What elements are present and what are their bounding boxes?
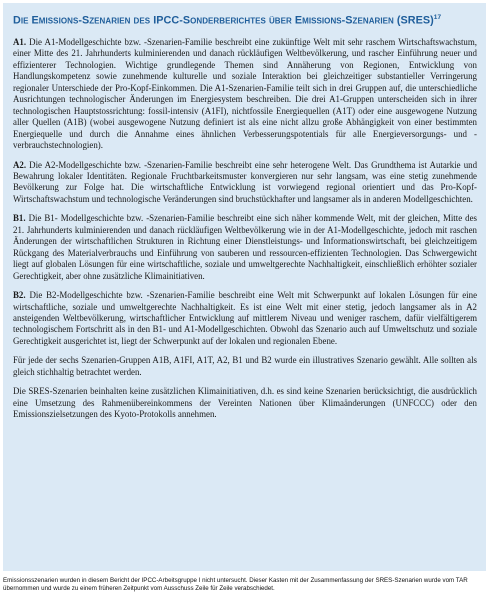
paragraph-lead: A1.: [13, 37, 27, 47]
paragraph-lead: B2.: [13, 290, 26, 301]
paragraph-text: Die B1- Modellgeschichte bzw. -Szenarien-Familie beschreibt eine sich näher kommende Welt, mit der gleichen, Mitte des 21. Jahrhunderts kulminierenden und danach rückläufigen Weltbevölkerung wie in der A1-Modellgeschichte, jedoch mit raschen Änderungen der wirtschaftlichen Strukturen in Richtung einer Dienstleistungs- und Informationswirtschaft, bei gleichzeitigem Rückgang des Materialverbrauchs und Einführung von sauberen und ressourcen-effizienten Technologien. Das Schwergewicht liegt auf globalen Lösungen für eine wirtschaftliche, soziale und umweltgerechte Nachhaltigkeit, einschließlich erhöhter sozialer Gerechtigkeit, aber ohne zusätzliche Klimainitiativen.: [13, 213, 477, 281]
paragraph-a1: [13, 37, 477, 152]
paragraph-illustrative-scenarios: [13, 355, 477, 378]
paragraph-lead: A2.: [13, 159, 27, 170]
box-title-text: Die Emissions-Szenarien des IPCC-Sonderberichtes über Emissions-Szenarien (SRES): [13, 14, 434, 27]
paragraph-text: Die A2-Modellgeschichte bzw. -Szenarien-Familie beschreibt eine sehr heterogene Welt. Das Grundthema ist Autarkie und Bewahrung lokaler Identitäten. Regionale Fruchtbarkeitsmuster konvergieren nur sehr langsam, was eine stetig zunehmende Bevölkerung zur Folge hat. Die wirtschaftliche Entwicklung ist vorwiegend regional orientiert und das Pro-Kopf-Wirtschaftswachstum und technologische Veränderungen sind bruchstückhafter und langsamer als in anderen Modellgeschichten.: [13, 159, 478, 204]
footnote: Emissionsszenarien wurden in diesem Bericht der IPCC-Arbeitsgruppe I nicht untersucht. Dieser Kasten mit der Zusammenfassung der SRES-Szenarien wurde vom TAR übernommen und wurde zu einem früheren Zeitpunkt vom Ausschuss Zeile für Zeile verabschiedet.: [3, 577, 468, 592]
footnote-marker: 17: [433, 14, 442, 21]
paragraph-b2: [13, 290, 477, 347]
paragraph-no-climate-initiatives: [13, 386, 477, 420]
paragraph-text: Die A1-Modellgeschichte bzw. -Szenarien-Familie beschreibt eine zukünftige Welt mit sehr raschem Wirtschaftswachstum, einer Mitte des 21. Jahrhunderts kulminierenden und danach rückläufigen Weltbevölkerung, und rascher Einführung neuer und effizienterer Technologien. Wichtige grundlegende Themen sind Annäherung von Regionen, Entwicklung von Handlungskompetenz sowie zunehmende kulturelle und soziale Interaktion bei gleichzeitiger substantieller Verringerung regionaler Unterschiede der Pro-Kopf-Einkommen. Die A1-Szenarien-Familie teilt sich in drei Gruppen auf, die unterschiedliche Ausrichtungen technologischer Änderungen im Energiesystem beschreiben. Die drei A1-Gruppen unterscheiden sich in ihrer technologischen Hauptstossrichtung: fossil-intensiv (A1FI), nichtfossile Energiequellen (A1T) oder eine ausgewogene Nutzung aller Quellen (A1B) (wobei ausgewogene Nutzung definiert ist als eine nicht allzu große Abhängigkeit von einer bestimmten Energiequelle und durch die Annahme eines ähnlichen Verbesserungspotentials für alle Energieversorgungs- und -verbrauchstechnologien).: [13, 37, 477, 151]
box-title: [13, 11, 486, 28]
paragraph-text: Die SRES-Szenarien beinhalten keine zusätzlichen Klimainitiativen, d.h. es sind keine Szenarien berücksichtigt, die ausdrücklich eine Umsetzung des Rahmenübereinkommens der Vereinten Nationen über Klimaänderungen (UNFCCC) oder den Emissionszielsetzungen des Kyoto-Protokolls annehmen.: [13, 386, 477, 420]
paragraph-text: Für jede der sechs Szenarien-Gruppen A1B, A1FI, A1T, A2, B1 und B2 wurde ein illustratives Szenario gewählt. Alle sollten als gleich stichhaltig betrachtet werden.: [13, 355, 477, 377]
paragraph-text: Die B2-Modellgeschichte bzw. -Szenarien-Familie beschreibt eine Welt mit Schwerpunkt auf lokalen Lösungen für eine wirtschaftliche, soziale und umweltgerechte Nachhaltigkeit. Es ist eine Welt mit einer stetig, jedoch langsamer als in A2 ansteigenden Weltbevölkerung, wirtschaftlicher Entwicklung auf mittlerem Niveau und weniger raschem, dafür vielfältigerem technologischem Fortschritt als in den B1- und A1-Modellgeschichten. Obwohl das Szenario auch auf Umweltschutz und soziale Gerechtigkeit ausgerichtet ist, liegt der Schwerpunkt auf der lokalen und regionalen Ebene.: [13, 290, 478, 346]
paragraph-lead: B1.: [13, 213, 26, 224]
sres-info-box: [3, 3, 486, 571]
paragraph-b1: [13, 213, 477, 282]
paragraph-a2: [13, 160, 477, 206]
box-body: [13, 37, 477, 429]
